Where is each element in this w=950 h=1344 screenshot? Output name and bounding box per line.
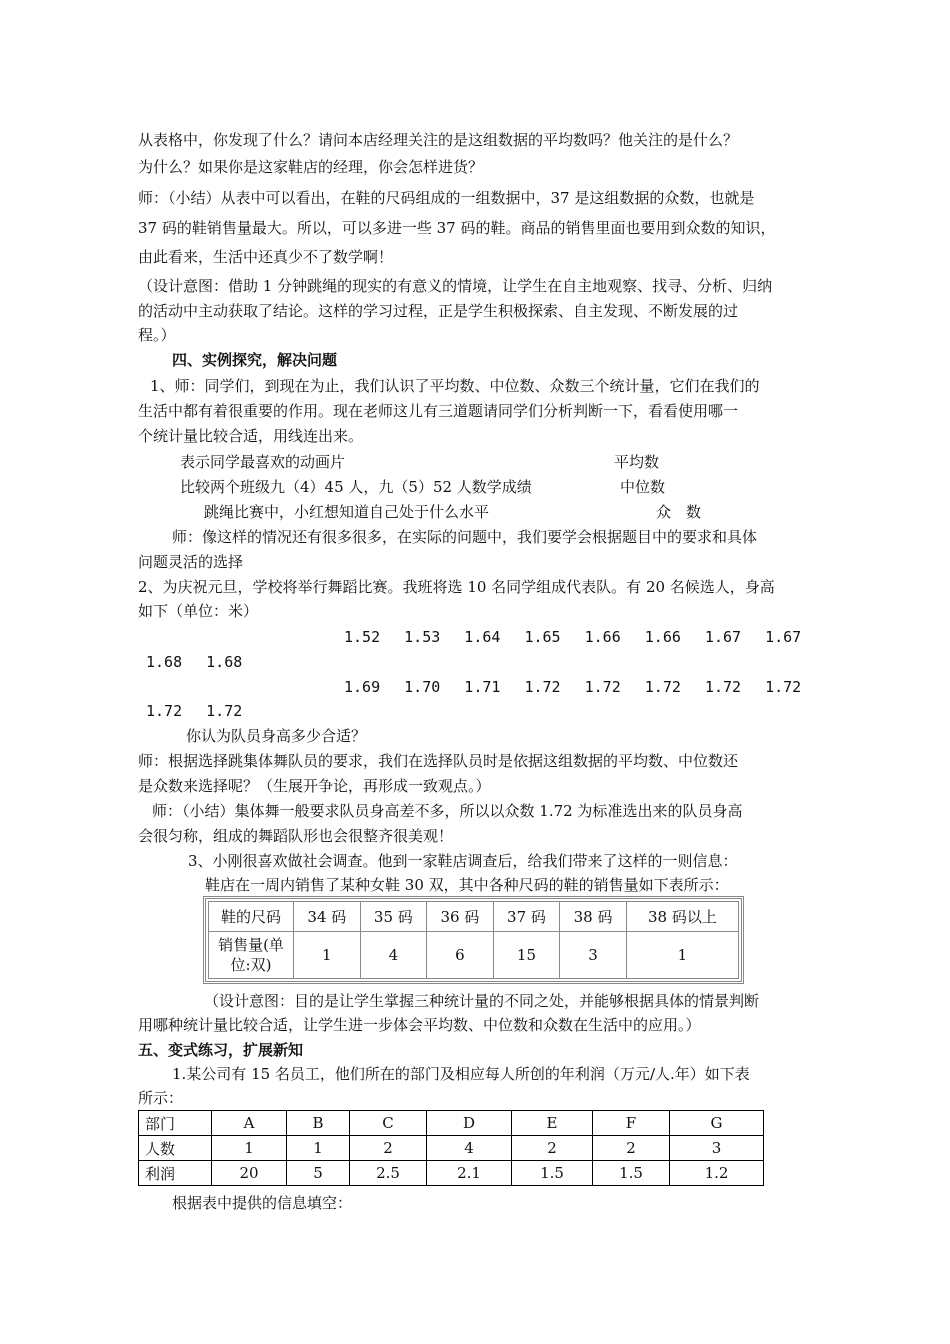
question-1-line: 生活中都有着很重要的作用。现在老师这儿有三道题请同学们分析判断一下，看看使用哪一 xyxy=(138,402,739,420)
table-cell: 2 xyxy=(593,1136,670,1161)
table-cell: 3 xyxy=(670,1136,764,1161)
table-row xyxy=(139,1111,764,1136)
table-cell: 2.5 xyxy=(350,1161,427,1186)
paragraph-line: 师：（小结）从表中可以看出，在鞋的尺码组成的一组数据中，37 是这组数据的众数，也就是 xyxy=(138,189,755,207)
teacher-line: 师：像这样的情况还有很多很多，在实际的问题中，我们要学会根据题目中的要求和具体 xyxy=(172,528,758,546)
table-cell: 1.2 xyxy=(670,1161,764,1186)
paragraph-line: 从表格中，你发现了什么？请问本店经理关注的是这组数据的平均数吗？他关注的是什么？ xyxy=(138,131,739,149)
question-2-line: 你认为队员身高多少合适？ xyxy=(186,727,367,745)
design-intent-line: （设计意图：借助 1 分钟跳绳的现实的有意义的情境，让学生在自主地观察、找寻、分析、归纳 xyxy=(138,277,773,295)
row-label-part: 销售量(单 xyxy=(218,936,284,954)
height-values-row: 1.52 1.53 1.64 1.65 1.66 1.66 1.67 1.67 xyxy=(344,628,802,646)
table-row-label: 人数 xyxy=(139,1136,212,1161)
table-header-cell: 38 码以上 xyxy=(626,902,738,932)
exercise-1-line: 所示： xyxy=(138,1089,184,1107)
table-row-label xyxy=(209,932,294,979)
table-header-cell: C xyxy=(350,1111,427,1136)
paragraph-line: 由此看来，生活中还真少不了数学啊！ xyxy=(138,248,394,266)
table-row xyxy=(209,932,739,979)
table-cell: 2.1 xyxy=(427,1161,512,1186)
match-right-item: 平均数 xyxy=(614,453,660,471)
question-1-line: 1、师：同学们，到现在为止，我们认识了平均数、中位数、众数三个统计量，它们在我们的 xyxy=(150,377,760,395)
height-values-row: 1.72 1.72 xyxy=(146,702,243,720)
table-header-cell: A xyxy=(212,1111,287,1136)
table-header-cell: 34 码 xyxy=(294,902,361,932)
paragraph-line: 为什么？如果你是这家鞋店的经理，你会怎样进货？ xyxy=(138,158,484,176)
design-intent-line: （设计意图：目的是让学生掌握三种统计量的不同之处，并能够根据具体的情景判断 xyxy=(204,992,760,1010)
teacher-line: 会很匀称，组成的舞蹈队形也会很整齐很美观！ xyxy=(138,827,454,845)
teacher-line: 问题灵活的选择 xyxy=(138,553,244,571)
table-header-cell: 鞋的尺码 xyxy=(209,902,294,932)
table-cell: 5 xyxy=(287,1161,350,1186)
question-1-line: 个统计量比较合适，用线连出来。 xyxy=(138,427,364,445)
table-header-cell: E xyxy=(512,1111,593,1136)
table-header-cell: 36 码 xyxy=(427,902,494,932)
table-cell: 15 xyxy=(493,932,560,979)
table-row xyxy=(209,902,739,932)
table-header-cell: G xyxy=(670,1111,764,1136)
design-intent-line: 用哪种统计量比较合适，让学生进一步体会平均数、中位数和众数在生活中的应用。） xyxy=(138,1016,701,1034)
table-header-cell: 37 码 xyxy=(493,902,560,932)
table-header-cell: 35 码 xyxy=(360,902,427,932)
table-cell: 6 xyxy=(427,932,494,979)
match-left-item: 比较两个班级九（4）45 人，九（5）52 人数学成绩 xyxy=(180,478,532,496)
table-cell: 3 xyxy=(560,932,627,979)
table-header-cell: B xyxy=(287,1111,350,1136)
design-intent-line: 的活动中主动获取了结论。这样的学习过程，正是学生积极探索、自主发现、不断发展的过 xyxy=(138,302,739,320)
table-header-cell: 部门 xyxy=(139,1111,212,1136)
question-3-line: 3、小刚很喜欢做社会调查。他到一家鞋店调查后，给我们带来了这样的一则信息： xyxy=(188,852,738,870)
table-cell: 1 xyxy=(626,932,738,979)
table-header-cell: F xyxy=(593,1111,670,1136)
exercise-1-line: 1.某公司有 15 名员工，他们所在的部门及相应每人所创的年利润（万元/人.年）如下表 xyxy=(172,1065,750,1083)
teacher-line: 师：根据选择跳集体舞队员的要求，我们在选择队员时是依据这组数据的平均数、中位数还 xyxy=(138,752,739,770)
section-heading-4: 四、实例探究，解决问题 xyxy=(172,351,338,369)
table-cell: 2 xyxy=(512,1136,593,1161)
match-right-item: 众 数 xyxy=(656,503,702,521)
table-cell: 1 xyxy=(212,1136,287,1161)
section-heading-5: 五、变式练习，扩展新知 xyxy=(138,1041,304,1059)
profit-table xyxy=(138,1110,764,1186)
teacher-line: 师：（小结）集体舞一般要求队员身高差不多，所以以众数 1.72 为标准选出来的队员身高 xyxy=(152,802,743,820)
table-cell: 1.5 xyxy=(593,1161,670,1186)
table-row xyxy=(139,1136,764,1161)
table-cell: 4 xyxy=(427,1136,512,1161)
match-right-item: 中位数 xyxy=(620,478,666,496)
table-cell: 4 xyxy=(360,932,427,979)
design-intent-line: 程。） xyxy=(138,326,176,344)
match-left-item: 表示同学最喜欢的动画片 xyxy=(180,453,346,471)
exercise-1-line: 根据表中提供的信息填空： xyxy=(172,1194,353,1212)
table-cell: 20 xyxy=(212,1161,287,1186)
question-2-line: 如下（单位：米） xyxy=(138,602,259,620)
paragraph-line: 37 码的鞋销售量最大。所以，可以多进一些 37 码的鞋。商品的销售里面也要用到众数的知识， xyxy=(138,219,776,237)
question-2-line: 2、为庆祝元旦，学校将举行舞蹈比赛。我班将选 10 名同学组成代表队。有 20 名候选人，身高 xyxy=(138,578,775,596)
table-header-cell: D xyxy=(427,1111,512,1136)
table-cell: 1 xyxy=(294,932,361,979)
shoe-sales-table xyxy=(203,896,744,984)
table-row xyxy=(139,1161,764,1186)
table-header-cell: 38 码 xyxy=(560,902,627,932)
row-label-part: 位:双) xyxy=(230,956,272,974)
table-row-label: 利润 xyxy=(139,1161,212,1186)
question-3-line: 鞋店在一周内销售了某种女鞋 30 双，其中各种尺码的鞋的销售量如下表所示： xyxy=(205,876,729,894)
teacher-line: 是众数来选择呢？（生展开争论，再形成一致观点。） xyxy=(138,777,491,795)
table-cell: 2 xyxy=(350,1136,427,1161)
table-cell: 1 xyxy=(287,1136,350,1161)
table-cell: 1.5 xyxy=(512,1161,593,1186)
height-values-row: 1.68 1.68 xyxy=(146,653,243,671)
height-values-row: 1.69 1.70 1.71 1.72 1.72 1.72 1.72 1.72 xyxy=(344,678,802,696)
match-left-item: 跳绳比赛中，小红想知道自己处于什么水平 xyxy=(204,503,490,521)
